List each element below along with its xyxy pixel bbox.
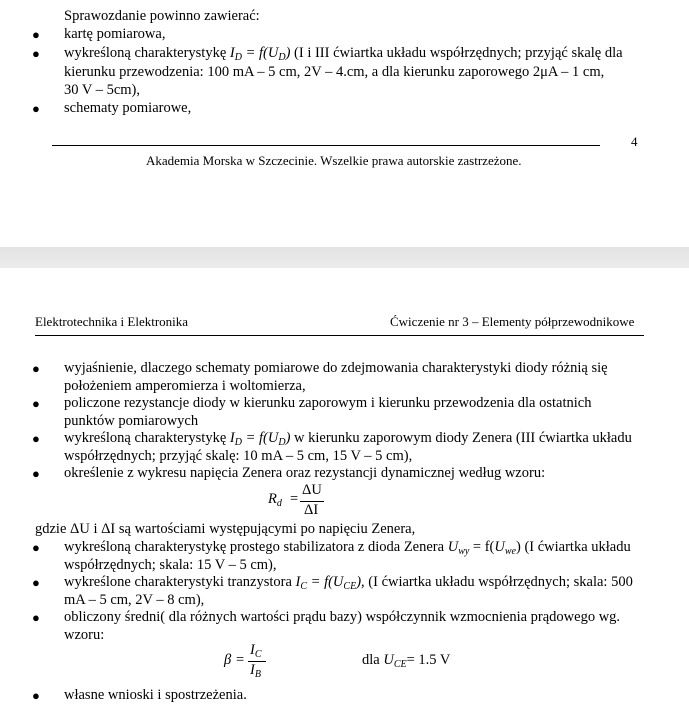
page-separator bbox=[0, 247, 689, 268]
list-item: obliczony średni( dla różnych wartości prądu bazy) współczynnik wzmocnienia prądowego wg. bbox=[64, 609, 621, 625]
bullet: ● bbox=[32, 396, 40, 411]
formula-condition-label: dla bbox=[362, 652, 380, 668]
formula-rd-lhs bbox=[268, 491, 282, 512]
bullet: ● bbox=[32, 46, 40, 61]
list-item-text: wykreślone charakterystyki tranzystora bbox=[64, 574, 292, 590]
formula-equals: = bbox=[290, 491, 299, 507]
formula-symbol: I bbox=[250, 642, 255, 658]
formula-equals: = bbox=[236, 652, 245, 668]
page-top bbox=[0, 0, 689, 247]
footer-rule bbox=[52, 145, 600, 146]
formula-beta-numerator bbox=[250, 642, 262, 663]
list-item-text: (I ćwiartka układu bbox=[524, 539, 631, 555]
formula-beta-denominator bbox=[250, 662, 261, 683]
formula-condition-value: = 1.5 V bbox=[406, 652, 451, 668]
list-item-cont: 30 V – 5cm), bbox=[64, 82, 140, 98]
formula-uwy: $U_{wy}$ bbox=[447, 539, 470, 557]
list-item: wyjaśnienie, dlaczego schematy pomiarowe do zdejmowania charakterystyki diody różnią się bbox=[64, 360, 608, 376]
formula-subscript: d bbox=[276, 498, 282, 509]
formula-symbol: R bbox=[268, 491, 277, 507]
bullet: ● bbox=[32, 575, 40, 590]
list-item-text: wykreśloną charakterystykę bbox=[64, 430, 227, 446]
list-item-text: , (I ćwiartka układu współrzędnych; skala: 500 bbox=[361, 574, 633, 590]
bullet: ● bbox=[32, 431, 40, 446]
formula-id-ud: $I_D = f(U_D)$ bbox=[229, 430, 291, 448]
list-item-cont: punktów pomiarowych bbox=[64, 413, 199, 429]
formula-subscript: C bbox=[254, 649, 262, 660]
list-item bbox=[64, 45, 623, 66]
formula-beta: β bbox=[224, 652, 232, 668]
bullet: ● bbox=[32, 540, 40, 555]
list-item-cont: kierunku przewodzenia: 100 mA – 5 cm, 2V – 4.cm, a dla kierunku zaporowego 2μA – 1 cm, bbox=[64, 64, 605, 80]
formula-subscript: B bbox=[254, 669, 261, 680]
list-item: wykreśloną charakterystykę prostego stabilizatora z dioda Zenera $U_{wy} = f(U_{we})$ (I ćwiartka układu bbox=[64, 539, 631, 557]
header-left: Elektrotechnika i Elektronika bbox=[35, 314, 189, 329]
list-item: własne wnioski i spostrzeżenia. bbox=[64, 687, 247, 703]
list-item-cont: położeniem amperomierza i woltomierza, bbox=[64, 378, 306, 394]
bullet: ● bbox=[32, 361, 40, 376]
list-item: schematy pomiarowe, bbox=[64, 100, 192, 116]
list-item-cont: współrzędnych; skala: 15 V – 5 cm), bbox=[64, 557, 277, 573]
header-rule bbox=[35, 335, 644, 336]
formula-ic-uce: $I_C = f(U_{CE})$ bbox=[295, 574, 362, 592]
list-item-text: wykreśloną charakterystykę bbox=[64, 45, 227, 61]
bullet: ● bbox=[32, 101, 40, 116]
list-item-cont: mA – 5 cm, 2V – 8 cm), bbox=[64, 592, 205, 608]
list-item-cont: współrzędnych; przyjąć skalę: 10 mA – 5 cm, 15 V – 5 cm), bbox=[64, 448, 413, 464]
list-item: kartę pomiarowa, bbox=[64, 26, 166, 42]
list-item-text: w kierunku zaporowym diody Zenera (III ćwiartka układu bbox=[294, 430, 632, 446]
formula-symbol: I bbox=[250, 662, 255, 678]
header-right: Ćwiczenie nr 3 – Elementy półprzewodnikowe bbox=[390, 314, 635, 329]
footer-text: Akademia Morska w Szczecinie. Wszelkie prawa autorskie zastrzeżone. bbox=[146, 153, 522, 168]
list-item: określenie z wykresu napięcia Zenera oraz rezystancji dynamicznej według wzoru: bbox=[64, 465, 546, 481]
page-number: 4 bbox=[631, 134, 638, 149]
formula-condition: dla $U_{CE}= 1.5$ V bbox=[362, 652, 451, 670]
formula-id-ud: $I_D = f(U_D)$ bbox=[229, 45, 291, 63]
bullet: ● bbox=[32, 688, 40, 703]
bullet: ● bbox=[32, 610, 40, 625]
list-item-cont: wzoru: bbox=[64, 627, 105, 643]
bullet: ● bbox=[32, 466, 40, 481]
list-item-text: (I i III ćwiartka układu współrzędnych; przyjąć skalę dla bbox=[294, 45, 623, 61]
page-bottom bbox=[0, 268, 689, 715]
formula-rd-numerator: ΔU bbox=[302, 482, 322, 498]
bullet: ● bbox=[32, 27, 40, 42]
list-item-text: wykreśloną charakterystykę prostego stabilizatora z dioda Zenera bbox=[64, 539, 445, 555]
report-heading: Sprawozdanie powinno zawierać: bbox=[64, 8, 260, 24]
formula-rd-denominator: ΔI bbox=[304, 502, 319, 518]
list-item: policzone rezystancje diody w kierunku zaporowym i kierunku przewodzenia dla ostatnich bbox=[64, 395, 592, 411]
formula-explanation: gdzie ΔU i ΔI są wartościami występującymi po napięciu Zenera, bbox=[35, 521, 416, 537]
